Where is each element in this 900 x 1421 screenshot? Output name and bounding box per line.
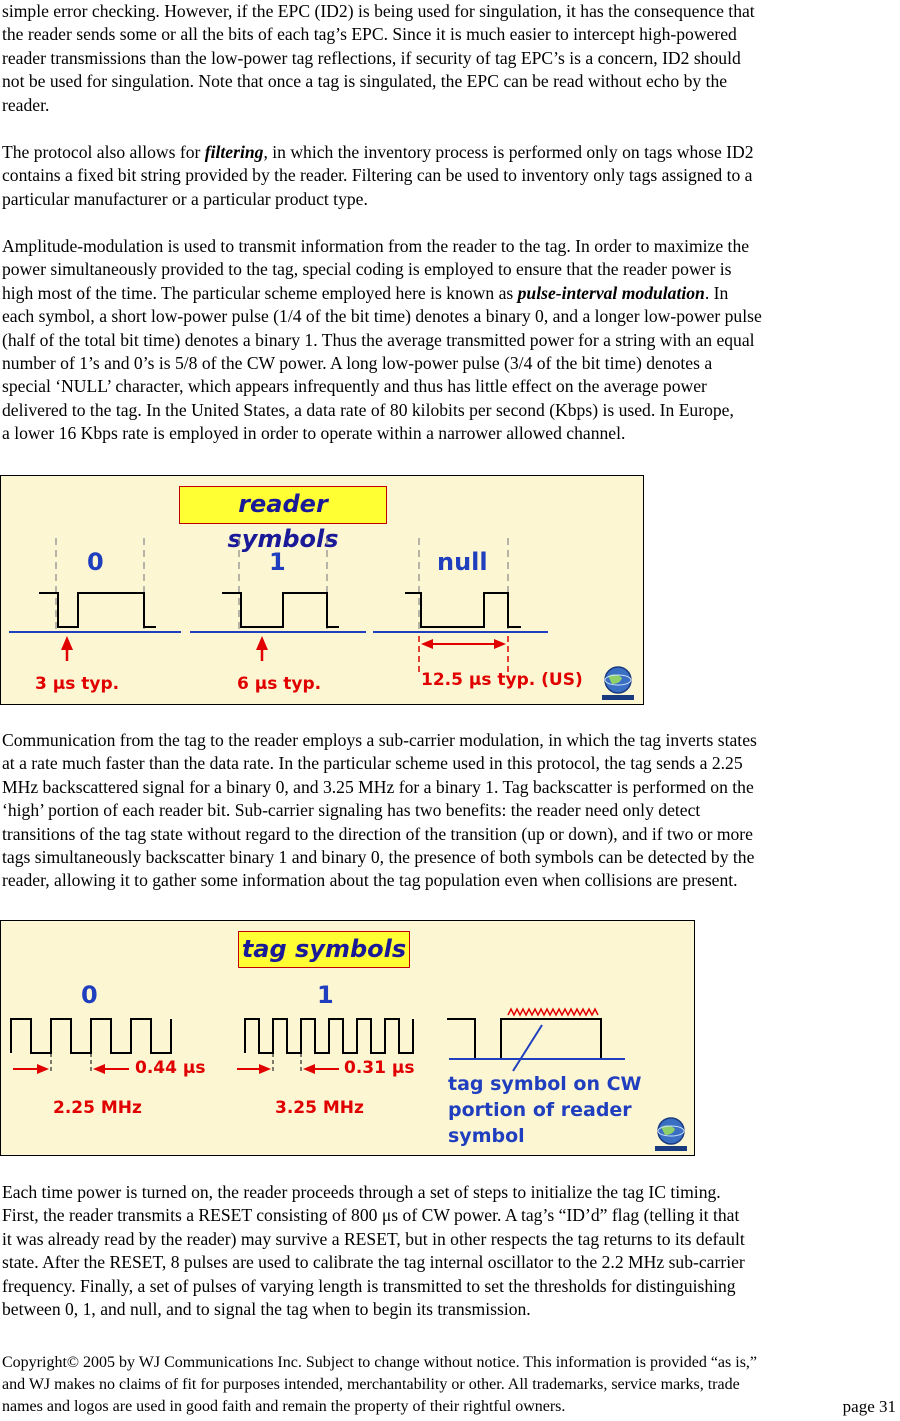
symbol-label-1: 1 — [269, 548, 286, 576]
text-line: at a rate much faster than the data rate. In the particular scheme used in this protocol, the tag sends a 2.25 — [2, 753, 743, 774]
text-line: First, the reader transmits a RESET consisting of 800 μs of CW power. A tag’s “ID’d” flag (telling it that — [2, 1205, 740, 1226]
text-line: The protocol also allows for filtering, in which the inventory process is performed only on tags whose ID2 — [2, 142, 754, 162]
text-line: simple error checking. However, if the EPC (ID2) is being used for singulation, it has the consequence that — [2, 1, 755, 21]
text-line: power simultaneously provided to the tag, special coding is employed to ensure that the reader power is — [2, 259, 732, 280]
paragraph-reset-sequence — [2, 1181, 900, 1321]
annotation-0-44us: 0.44 μs — [135, 1058, 206, 1078]
annotation-3-25mhz: 3.25 MHz — [275, 1098, 364, 1118]
text-line: (half of the total bit time) denotes a binary 1. Thus the average transmitted power for a string with an equal — [2, 329, 755, 350]
term-pulse-interval-modulation: pulse-interval modulation — [517, 282, 705, 303]
text-line: state. After the RESET, 8 pulses are used to calibrate the tag internal oscillator to the 2.2 MHz sub-carrier — [2, 1252, 745, 1273]
text-line: each symbol, a short low-power pulse (1/4 of the bit time) denotes a binary 0, and a longer low-power pulse — [2, 306, 762, 327]
figure-tag-symbols — [0, 920, 695, 1156]
paragraph-singulation-security — [2, 0, 900, 117]
text-line: particular manufacturer or a particular product type. — [2, 188, 368, 209]
cw-note-line: tag symbol on CW — [448, 1073, 642, 1095]
annotation-3us: 3 μs typ. — [35, 674, 120, 694]
text-line: not be used for singulation. Note that once a tag is singulated, the EPC can be read without echo by the — [2, 71, 728, 92]
figure-title: reader symbols — [179, 486, 387, 524]
symbol-label-0: 0 — [81, 981, 98, 1009]
figure-reader-symbols — [0, 475, 644, 705]
text-line: reader. — [2, 94, 50, 115]
globe-logo-icon — [651, 1115, 691, 1155]
text-line: a lower 16 Kbps rate is employed in order to operate within a narrower allowed channel. — [2, 423, 626, 444]
text-line: contains a fixed bit string provided by the reader. Filtering can be used to inventory only tags assigned to a — [2, 165, 753, 186]
text-line: it was already read by the reader) may survive a RESET, but in other respects the tag returns to its default — [2, 1228, 745, 1249]
annotation-2-25mhz: 2.25 MHz — [53, 1098, 142, 1118]
copyright-footer — [2, 1352, 898, 1418]
paragraph-sub-carrier — [2, 729, 900, 893]
symbol-label-1: 1 — [317, 981, 334, 1009]
text-line: transitions of the tag state without regard to the direction of the transition (up or down), and if two or more — [2, 823, 753, 844]
annotation-6us: 6 μs typ. — [237, 674, 322, 694]
paragraph-amplitude-modulation — [2, 235, 900, 446]
globe-logo-icon — [598, 664, 638, 704]
footer-line: and WJ makes no claims of fit for purposes intended, merchantability or other. All trademarks, service marks, trade — [2, 1376, 740, 1393]
cw-note-line: symbol — [448, 1125, 525, 1147]
page-number: page 31 — [842, 1397, 896, 1416]
text-line: MHz backscattered signal for a binary 0, and 3.25 MHz for a binary 1. Tag backscatter is performed on the — [2, 776, 754, 797]
figure-title: tag symbols — [238, 931, 410, 968]
text-line: reader, allowing it to gather some information about the tag population even when collisions are present. — [2, 870, 738, 891]
text-line: Each time power is turned on, the reader proceeds through a set of steps to initialize the tag IC timing. — [2, 1182, 721, 1202]
text-line: Communication from the tag to the reader employs a sub-carrier modulation, in which the tag inverts states — [2, 730, 757, 750]
cw-note — [448, 1071, 642, 1149]
text-line: the reader sends some or all the bits of each tag’s EPC. Since it is much easier to intercept high-powered — [2, 24, 737, 45]
footer-line: Copyright© 2005 by WJ Communications Inc. Subject to change without notice. This information is provided “as is,” — [2, 1354, 758, 1371]
text-line: reader transmissions than the low-power tag reflections, if security of tag EPC’s is a concern, ID2 should — [2, 47, 741, 68]
text-line: special ‘NULL’ character, which appears infrequently and thus has little effect on the average power — [2, 376, 707, 397]
term-filtering: filtering — [204, 142, 264, 162]
text-line: delivered to the tag. In the United States, a data rate of 80 kilobits per second (Kbps) is used. In Europe, — [2, 399, 734, 420]
text-line: frequency. Finally, a set of pulses of varying length is transmitted to set the thresholds for distinguishing — [2, 1275, 736, 1296]
paragraph-filtering — [2, 141, 900, 211]
annotation-0-31us: 0.31 μs — [344, 1058, 415, 1078]
text-line: Amplitude-modulation is used to transmit information from the reader to the tag. In order to maximize the — [2, 236, 750, 256]
text-line: tags simultaneously backscatter binary 1 and binary 0, the presence of both symbols can be detected by the — [2, 847, 755, 868]
text-line: number of 1’s and 0’s is 5/8 of the CW power. A long low-power pulse (3/4 of the bit time) denotes a — [2, 353, 713, 374]
cw-note-line: portion of reader — [448, 1099, 632, 1121]
symbol-label-0: 0 — [87, 548, 104, 576]
text-line: between 0, 1, and null, and to signal the tag when to begin its transmission. — [2, 1299, 531, 1320]
text-line: high most of the time. The particular scheme employed here is known as pulse-interval modulation. In — [2, 282, 729, 303]
footer-line: names and logos are used in good faith and remain the property of their rightful owners. — [2, 1398, 566, 1415]
symbol-label-null: null — [437, 548, 488, 576]
text-line: ‘high’ portion of each reader bit. Sub-carrier signaling has two benefits: the reader need only detect — [2, 800, 701, 821]
annotation-12-5us: 12.5 μs typ. (US) — [421, 670, 583, 690]
